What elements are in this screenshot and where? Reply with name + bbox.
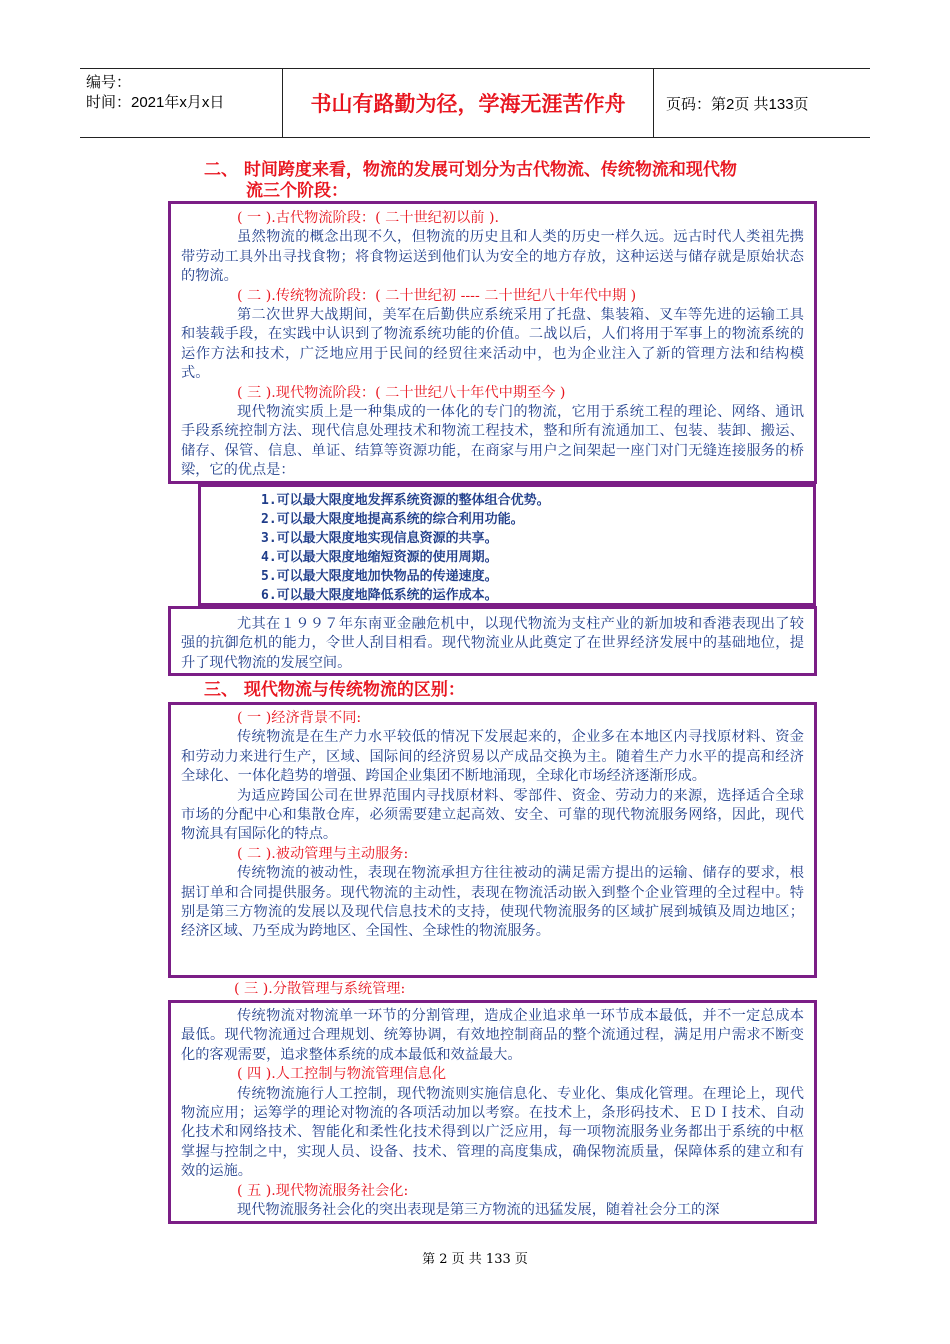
stage1-text: 虽然物流的概念出现不久，但物流的历史且和人类的历史一样久远。远古时代人类祖先携带劳动工具外出寻找食物；将食物运送到他们认为安全的地方存放，这种运送与储存就是原始状态的物流。	[181, 229, 804, 285]
diff3-text: 传统物流对物流单一环节的分割管理，造成企业追求单一环节成本最低，并不一定总成本最低。现代物流通过合理规划、统筹协调，有效地控制商品的整个流通过程，满足用户需求不断变化的客观需要，追求整体系统的成本最低和效益最大。	[181, 1008, 804, 1063]
differences-box-2	[168, 1000, 817, 1224]
stages-box	[168, 201, 817, 484]
crisis-box	[168, 606, 817, 676]
advantages-list	[198, 484, 816, 606]
stage2-text: 第二次世界大战期间，美军在后勤供应系统采用了托盘、集装箱、叉车等先进的运输工具和装载手段，在实践中认识到了物流系统功能的价值。二战以后，人们将用于军事上的物流系统的运作方法和技术，广泛地应用于民间的经贸往来活动中，也为企业注入了新的管理方法和结构模式。	[181, 307, 804, 382]
header-page-label: 页码：第2页 共133页	[666, 95, 809, 113]
stage2-title: ( 二 ).传统物流阶段：( 二十世纪初 ---- 二十世纪八十年代中期 )	[237, 287, 637, 304]
time-label: 时间：2021年x月x日	[86, 94, 225, 111]
header-meta	[80, 69, 282, 137]
section3-heading: 三、 现代物流与传统物流的区别：	[204, 680, 465, 700]
diff4-text: 传统物流施行人工控制，现代物流则实施信息化、专业化、集成化管理。在理论上，现代物流应用；运筹学的理论对物流的各项活动加以考察。在技术上，条形码技术、ＥＤＩ技术、自动化技术和网络技术、智能化和柔性化技术得到以广泛应用，每一项物流服务业务都出于系统的中枢掌握与控制之中，实现人员、设备、技术、管理的高度集成，确保物流质量，保障体系的建立和有效的运施。	[181, 1085, 804, 1180]
section2-heading: 二、 时间跨度来看，物流的发展可划分为古代物流、传统物流和现代物 流三个阶段：	[204, 160, 737, 201]
diff2-title: ( 二 ).被动管理与主动服务:	[237, 845, 409, 862]
diff3-title: ( 三 ).分散管理与系统管理:	[234, 981, 406, 997]
list-item: 1.可以最大限度地发挥系统资源的整体组合优势。	[261, 493, 550, 508]
page-header	[80, 68, 870, 138]
diff1-text-1: 传统物流是在生产力水平较低的情况下发展起来的，企业多在本地区内寻找原材料、资金和劳动力来进行生产，区域、国际间的经济贸易以产成品交换为主。随着生产力水平的提高和经济全球化、一体化趋势的增强、跨国企业集团不断地涌现，全球化市场经济逐渐形成。	[181, 729, 804, 785]
list-item: 4.可以最大限度地缩短资源的使用周期。	[261, 550, 498, 565]
stage3-text: 现代物流实质上是一种集成的一体化的专门的物流，它用于系统工程的理论、网络、通讯手段系统控制方法、现代信息处理技术和物流工程技术，整和所有流通加工、包装、装卸、搬运、储存、保管、信息、单证、结算等资源功能，在商家与用户之间架起一座门对门无缝连接服务的桥梁，它的优点是：	[181, 404, 804, 479]
list-item: 2.可以最大限度地提高系统的综合利用功能。	[261, 512, 524, 527]
stage1-title: ( 一 ).古代物流阶段：( 二十世纪初以前 ).	[237, 210, 500, 226]
diff1-text-2: 为适应跨国公司在世界范围内寻找原材料、零部件、资金、劳动力的来源，选择适合全球市场的分配中心和集散仓库，必须需要建立起高效、安全、可靠的现代物流服务网络，因此，现代物流具有国际化的特点。	[181, 787, 804, 843]
list-item: 6.可以最大限度地降低系统的运作成本。	[261, 588, 498, 603]
diff4-title: ( 四 ).人工控制与物流管理信息化	[237, 1066, 447, 1083]
header-motto: 书山有路勤为径，学海无涯苦作舟	[282, 69, 654, 137]
diff2-text: 传统物流的被动性，表现在物流承担方往往被动的满足需方提出的运输、储存的要求，根据订单和合同提供服务。现代物流的主动性，表现在物流活动嵌入到整个企业管理的全过程中。特别是第三方物流的发展以及现代信息技术的支持，使现代物流服务的区域扩展到城镇及周边地区；经济区域、乃至成为跨地区、全国性、全球性的物流服务。	[181, 865, 804, 940]
diff1-title: ( 一 )经济背景不同:	[237, 710, 362, 726]
stage3-title: ( 三 ).现代物流阶段：( 二十世纪八十年代中期至今 )	[237, 384, 566, 401]
code-label: 编号：	[86, 74, 132, 91]
list-item: 3.可以最大限度地实现信息资源的共享。	[261, 531, 498, 546]
diff5-title: ( 五 ).现代物流服务社会化:	[237, 1182, 409, 1199]
diff5-text: 现代物流服务社会化的突出表现是第三方物流的迅猛发展，随着社会分工的深	[237, 1202, 720, 1219]
differences-box-1	[168, 702, 817, 978]
list-item: 5.可以最大限度地加快物品的传递速度。	[261, 569, 498, 584]
page-footer: 第 2 页 共 133 页	[422, 1252, 528, 1267]
crisis-text: 尤其在１９９７年东南亚金融危机中，以现代物流为支柱产业的新加坡和香港表现出了较强的抗御危机的能力，令世人刮目相看。现代物流业从此奠定了在世界经济发展中的基础地位，提升了现代物流的发展空间。	[181, 616, 804, 671]
